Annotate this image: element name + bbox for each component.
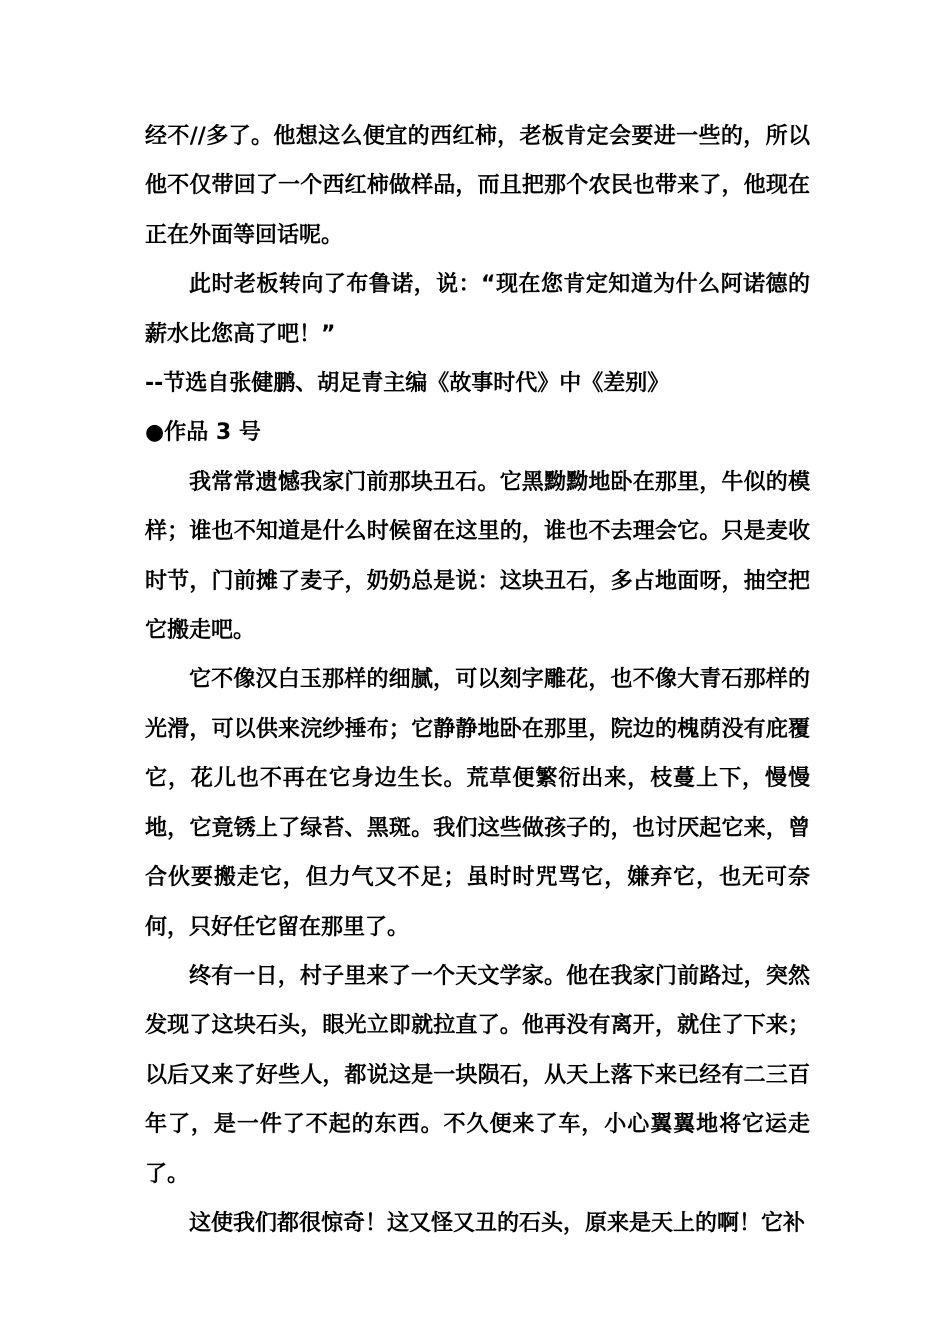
paragraph-boss-reply: 此时老板转向了布鲁诺，说：“现在您肯定知道为什么阿诺德的薪水比您高了吧！” — [145, 272, 810, 347]
document-body — [145, 112, 810, 1248]
paragraph-ugly-stone-intro: 我常常遗憾我家门前那块丑石。它黑黝黝地卧在那里，牛似的模样；谁也不知道是什么时候留在这里的，谁也不去理会它。只是麦收时节，门前摊了麦子，奶奶总是说：这块丑石，多占地面呀，抽空把它搬走吧。 — [145, 469, 810, 644]
paragraph-continuation: 经不//多了。他想这么便宜的西红柿，老板肯定会要进一些的，所以他不仅带回了一个西红柿做样品，而且把那个农民也带来了，他现在正在外面等回话呢。 — [145, 124, 810, 248]
section-heading: ●作品 3 号 — [145, 420, 261, 446]
source-citation: --节选自张健鹏、胡足青主编《故事时代》中《差别》 — [145, 371, 670, 397]
paragraph-astronomer: 终有一日，村子里来了一个天文学家。他在我家门前路过，突然发现了这块石头，眼光立即就拉直了。他再没有离开，就住了下来；以后又来了好些人，都说这是一块陨石，从天上落下来已经有二三百年了，是一件了不起的东西。不久便来了车，小心翼翼地将它运走了。 — [145, 963, 810, 1187]
paragraph-ugly-stone-description: 它不像汉白玉那样的细腻，可以刻字雕花，也不像大青石那样的光滑，可以供来浣纱捶布；它静静地卧在那里，院边的槐荫没有庇覆它，花儿也不再在它身边生长。荒草便繁衍出来，枝蔓上下，慢慢地，它竟锈上了绿苔、黑斑。我们这些做孩子的，也讨厌起它来，曾合伙要搬走它，但力气又不足；虽时时咒骂它，嫌弃它，也无可奈何，只好任它留在那里了。 — [145, 667, 810, 940]
paragraph-surprise: 这使我们都很惊奇！这又怪又丑的石头，原来是天上的啊！它补 — [189, 1210, 806, 1236]
